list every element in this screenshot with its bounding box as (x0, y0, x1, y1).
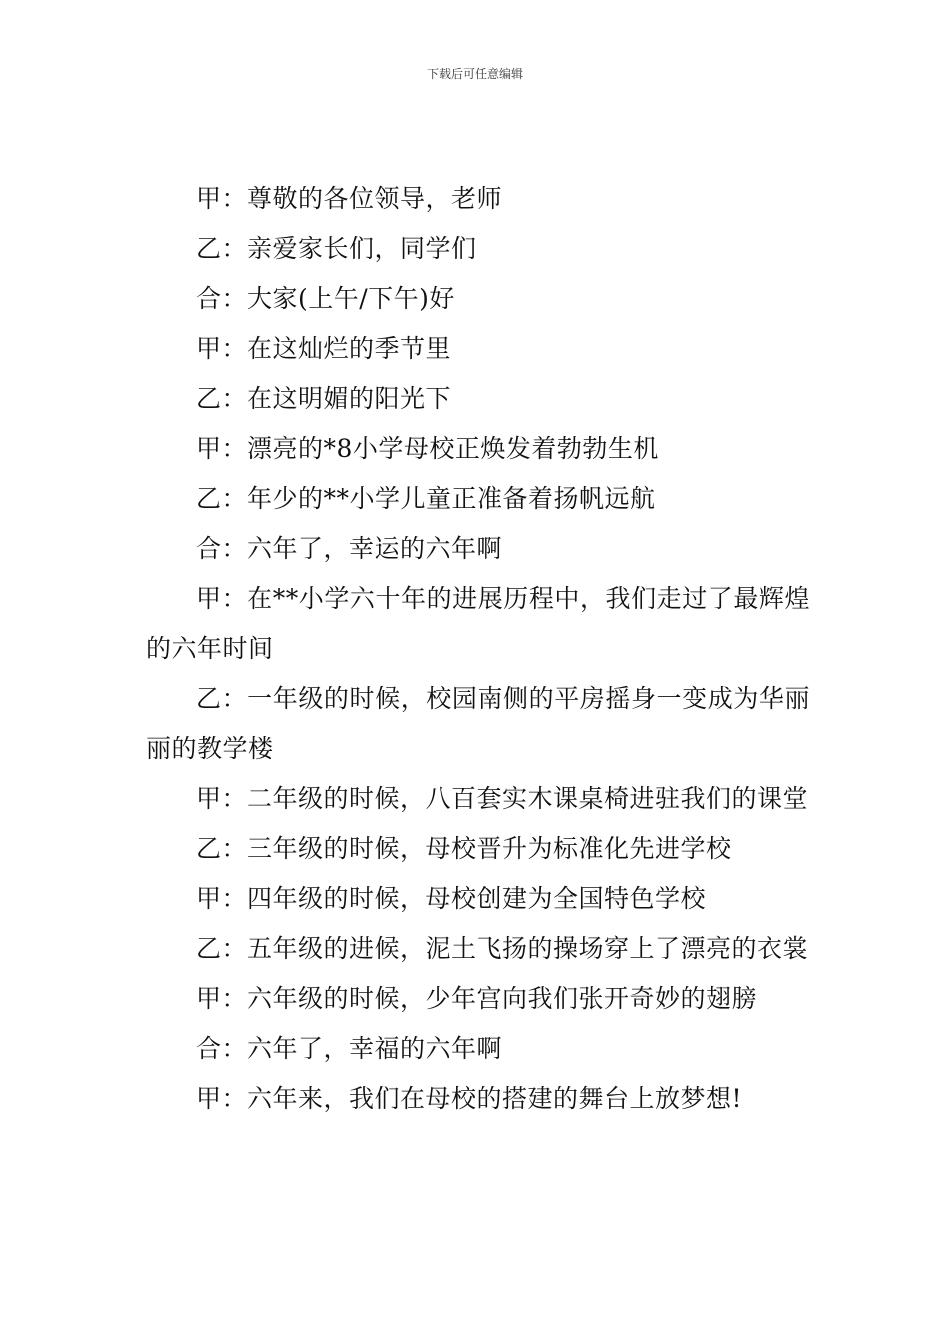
paragraph: 甲：六年来，我们在母校的搭建的舞台上放梦想! (196, 1084, 743, 1113)
paragraph: 合：大家(上午/下午)好 (196, 284, 455, 313)
paragraph: 乙：一年级的时候，校园南侧的平房摇身一变成为华丽丽的教学楼 (146, 684, 810, 763)
paragraph: 甲：四年级的时候，母校创建为全国特色学校 (196, 884, 707, 913)
paragraph: 甲：尊敬的各位领导，老师 (196, 184, 503, 213)
paragraph: 甲：六年级的时候，少年宫向我们张开奇妙的翅膀 (196, 984, 758, 1013)
page-header-note: 下载后可任意编辑 (426, 67, 523, 81)
paragraph: 乙：亲爱家长们，同学们 (196, 234, 477, 263)
paragraph: 甲：二年级的时候，八百套实木课桌椅进驻我们的课堂 (196, 784, 809, 813)
paragraph: 乙：在这明媚的阳光下 (196, 384, 452, 413)
document-body (146, 174, 810, 1124)
paragraph: 合：六年了，幸福的六年啊 (196, 1034, 503, 1063)
paragraph: 甲：在**小学六十年的进展历程中，我们走过了最辉煌的六年时间 (146, 584, 810, 663)
paragraph: 合：六年了，幸运的六年啊 (196, 534, 503, 563)
paragraph: 乙：年少的**小学儿童正准备着扬帆远航 (196, 484, 656, 513)
paragraph: 甲：漂亮的*8小学母校正焕发着勃勃生机 (196, 434, 659, 463)
paragraph: 乙：五年级的进候，泥土飞扬的操场穿上了漂亮的衣裳 (196, 934, 809, 963)
paragraph: 甲：在这灿烂的季节里 (196, 334, 452, 363)
paragraph: 乙：三年级的时候，母校晋升为标准化先进学校 (196, 834, 732, 863)
